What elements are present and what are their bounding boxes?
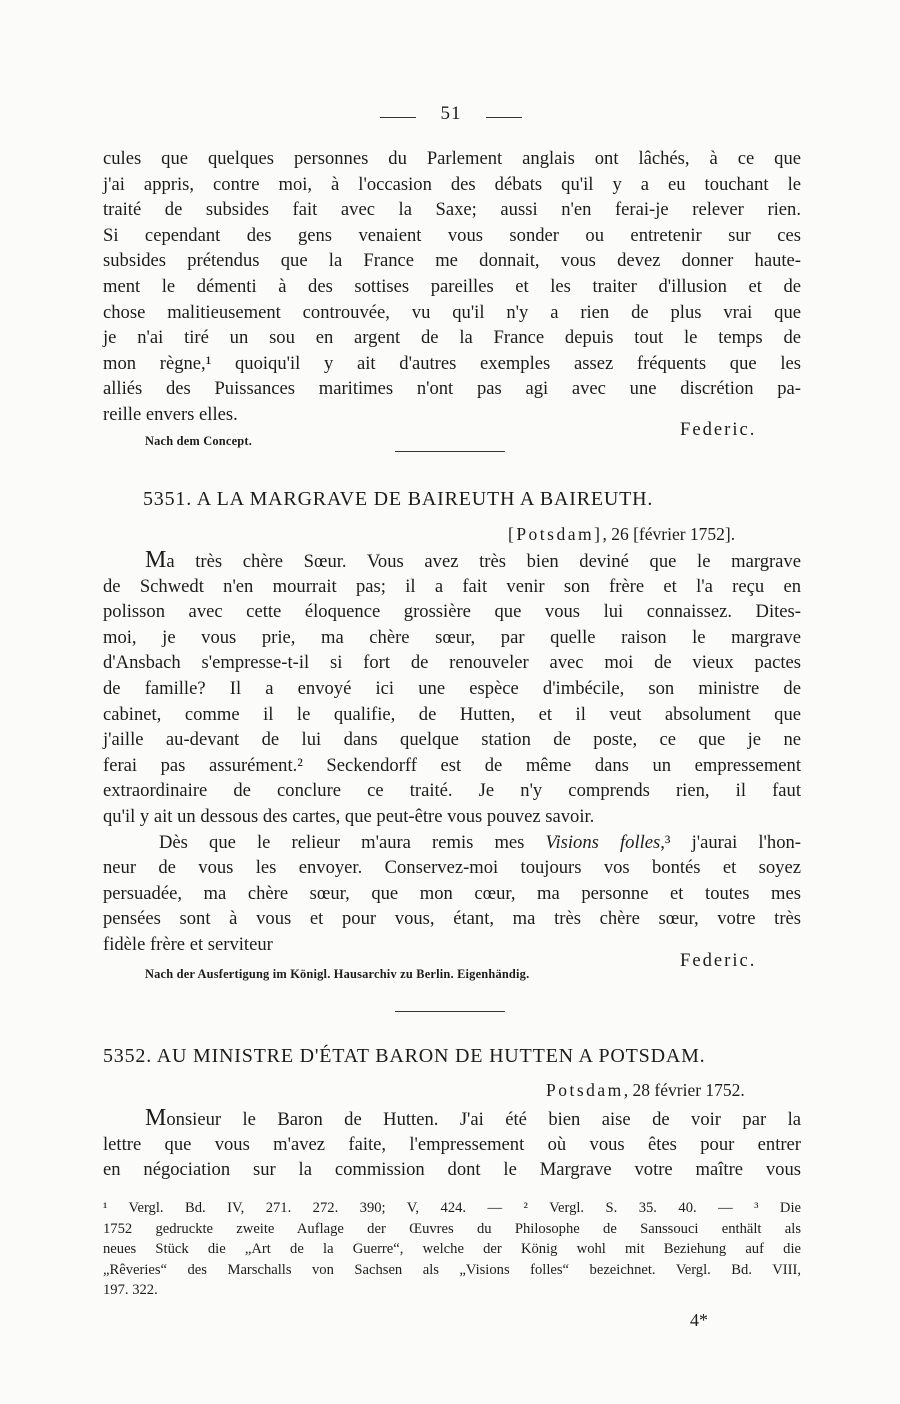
footnotes (103, 1198, 801, 1301)
text-line: j'ai appris, contre moi, à l'occasion des débats qu'il y a eu touchant le (103, 173, 801, 195)
text-line: traité de subsides fait avec la Saxe; aussi n'en ferai-je relever rien. (103, 199, 801, 221)
text-line: qu'il y ait un dessous des cartes, que peut-être vous pouvez savoir. (103, 805, 595, 827)
text-line: chose malitieusement controuvée, vu qu'il n'y a rien de plus vrai que (103, 301, 801, 323)
footnote-line: ¹ Vergl. Bd. IV, 271. 272. 390; V, 424. — ² Vergl. S. 35. 40. — ³ Die (103, 1200, 801, 1216)
text-line: reille envers elles. (103, 403, 238, 425)
text-line: j'aille au-devant de lui dans quelque station de poste, ce que je ne (103, 729, 801, 751)
dateline-5352 (546, 1080, 745, 1101)
signature-5351: Federic. (680, 950, 757, 971)
text-line: de Schwedt n'en mourrait pas; il a fait venir son frère et l'a reçu en (103, 575, 801, 597)
text-line: cabinet, comme il le qualifie, de Hutten, et il veut absolument que (103, 703, 801, 725)
text-line: Si cependant des gens venaient vous sonder ou entretenir sur ces (103, 224, 801, 246)
footnote-line: 197. 322. (103, 1282, 158, 1299)
text-line: Dès que le relieur m'aura remis mes Visions folles,³ j'aurai l'hon- (159, 831, 801, 853)
letter-5351-body (103, 548, 801, 958)
text-line: de famille? Il a envoyé ici une espèce d'imbécile, son ministre de (103, 677, 801, 699)
text-line: extraordinaire de conclure ce traité. Je n'y comprends rien, il faut (103, 780, 801, 802)
salutation-initial: M (145, 547, 167, 573)
text-line: je n'ai tiré un sou en argent de la France depuis tout le temps de (103, 327, 801, 349)
text-line: mon règne,¹ quoiqu'il y ait d'autres exemples assez fréquents que les (103, 352, 801, 374)
text-line: alliés des Puissances maritimes n'ont pas agi avec une discrétion pa- (103, 378, 801, 400)
date-place: [Potsdam] (508, 524, 603, 544)
text-line: cules que quelques personnes du Parlement anglais ont lâchés, à ce que (103, 148, 801, 169)
text-line: subsides prétendus que la France me donnait, vous devez donner haute- (103, 250, 801, 272)
letter-number: 5352. (103, 1045, 152, 1067)
letter-title: AU MINISTRE D'ÉTAT BARON DE HUTTEN A POTSDAM. (156, 1045, 706, 1067)
signature-5350: Federic. (680, 419, 757, 440)
page-number: 51 (440, 103, 462, 124)
signature-mark: 4* (690, 1310, 708, 1330)
text-line: en négociation sur la commission dont le Margrave votre maître vous (103, 1159, 801, 1181)
footnote-line: 1752 gedruckte zweite Auflage der Œuvres du Philosophe de Sanssouci enthält als (103, 1220, 801, 1237)
text-line: neur de vous les envoyer. Conservez-moi toujours vos bontés et soyez (103, 857, 801, 879)
text-line: lettre que vous m'avez faite, l'empressement où vous êtes pour entrer (103, 1133, 801, 1155)
footnote-line: „Rêveries“ des Marschalls von Sachsen als „Visions folles“ bezeichnet. Vergl. Bd. VIII, (103, 1261, 801, 1278)
text-line: ment le démenti à des sottises pareilles et les traiter d'illusion et de (103, 275, 801, 297)
date-place: Potsdam (546, 1080, 624, 1100)
letter-heading-5351 (143, 488, 863, 511)
letter-5350-body (103, 146, 801, 428)
text-line: pensées sont à vous et pour vous, étant, ma très chère sœur, votre très (103, 908, 801, 930)
source-note-5351: Nach der Ausfertigung im Königl. Hausarchiv zu Berlin. Eigenhändig. (145, 967, 530, 981)
text-line: moi, je vous prie, ma chère sœur, par quelle raison le margrave (103, 626, 801, 648)
text-line: ferai pas assurément.² Seckendorff est de même dans un empressement (103, 754, 801, 776)
page-header (380, 103, 522, 131)
date: , 26 [février 1752]. (602, 524, 736, 544)
text-line: Monsieur le Baron de Hutten. J'ai été bien aise de voir par la (145, 1105, 801, 1131)
letter-heading-5352 (103, 1045, 823, 1068)
text-line: Ma très chère Sœur. Vous avez très bien deviné que le margrave (145, 547, 801, 573)
text-line: persuadée, ma chère sœur, que mon cœur, ma personne et toutes mes (103, 882, 801, 904)
source-note-5350: Nach dem Concept. (145, 434, 252, 448)
text-line: d'Ansbach s'empresse-t-il si fort de renouveler avec moi de vieux pactes (103, 652, 801, 674)
text-line: fidèle frère et serviteur (103, 933, 273, 955)
book-title: Visions folles (545, 831, 661, 853)
letter-5352-body (103, 1106, 801, 1183)
letter-number: 5351. (143, 488, 192, 510)
salutation-initial: M (145, 1105, 167, 1131)
section-divider (395, 451, 505, 452)
header-rule-right (486, 117, 522, 118)
dateline-5351 (508, 524, 735, 545)
footnote-line: neues Stück die „Art de la Guerre“, welche der König wohl mit Beziehung auf die (103, 1241, 801, 1258)
letter-title: A LA MARGRAVE DE BAIREUTH A BAIREUTH. (196, 488, 654, 510)
section-divider (395, 1011, 505, 1012)
date: , 28 février 1752. (623, 1080, 745, 1100)
text-line: polisson avec cette éloquence grossière que vous lui connaissez. Dites- (103, 601, 801, 623)
